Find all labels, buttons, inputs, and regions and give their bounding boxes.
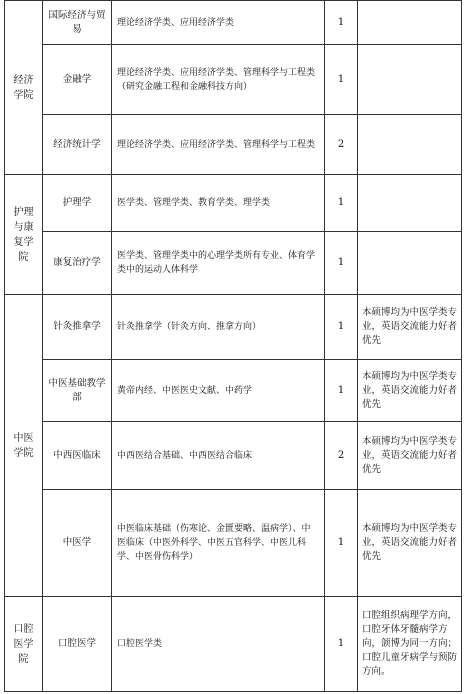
note-cell — [358, 45, 462, 115]
count-cell: 1 — [325, 490, 358, 597]
major-cell: 中医基础教学部 — [43, 360, 112, 422]
note-cell — [358, 1, 462, 45]
requirement-cell: 中医临床基础（伤寒论、金匮要略、温病学）、中医临床（中医外科学、中医五官科学、中医儿科学、中医骨伤科学） — [112, 490, 325, 597]
count-cell: 1 — [325, 360, 358, 422]
major-cell: 国际经济与贸易 — [43, 1, 112, 45]
major-cell: 经济统计学 — [43, 115, 112, 175]
major-cell: 中西医临床 — [43, 422, 112, 490]
count-cell: 2 — [325, 115, 358, 175]
college-cell: 护理与康复学院 — [5, 175, 43, 295]
table-row — [5, 115, 462, 175]
requirement-cell: 黄帝内经、中医医史文献、中药学 — [112, 360, 325, 422]
requirement-cell: 中西医结合基础、中西医结合临床 — [112, 422, 325, 490]
count-cell: 1 — [325, 175, 358, 232]
requirement-cell: 口腔医学类 — [112, 597, 325, 692]
table-body — [5, 1, 462, 692]
count-cell: 1 — [325, 295, 358, 360]
note-cell: 本硕博均为中医学类专业，英语交流能力好者优先 — [358, 360, 462, 422]
requirement-cell: 理论经济学类、应用经济学类、管理科学与工程类 — [112, 115, 325, 175]
requirement-cell: 针灸推拿学（针灸方向、推拿方向） — [112, 295, 325, 360]
note-cell — [358, 232, 462, 295]
table-row — [5, 175, 462, 232]
major-cell: 口腔医学 — [43, 597, 112, 692]
table-row — [5, 1, 462, 45]
note-cell: 本硕博均为中医学类专业，英语交流能力好者优先 — [358, 422, 462, 490]
major-cell: 中医学 — [43, 490, 112, 597]
count-cell: 1 — [325, 45, 358, 115]
requirement-cell: 医学类、管理学类中的心理学类所有专业、体育学类中的运动人体科学 — [112, 232, 325, 295]
recruitment-table — [4, 0, 462, 692]
count-cell: 1 — [325, 597, 358, 692]
table-row — [5, 295, 462, 360]
note-cell — [358, 115, 462, 175]
table-row — [5, 232, 462, 295]
requirement-cell: 理论经济学类、应用经济学类 — [112, 1, 325, 45]
major-cell: 康复治疗学 — [43, 232, 112, 295]
table-row — [5, 597, 462, 692]
major-cell: 金融学 — [43, 45, 112, 115]
table-row — [5, 45, 462, 115]
college-cell: 经济学院 — [5, 1, 43, 175]
table-row — [5, 422, 462, 490]
requirement-cell: 理论经济学类、应用经济学类、管理科学与工程类（研究金融工程和金融科技方向） — [112, 45, 325, 115]
college-cell: 中医学院 — [5, 295, 43, 597]
table-row — [5, 360, 462, 422]
note-cell: 本硕博均为中医学类专业，英语交流能力好者优先 — [358, 490, 462, 597]
table-row — [5, 490, 462, 597]
college-cell: 口腔医学院 — [5, 597, 43, 692]
count-cell: 1 — [325, 1, 358, 45]
requirement-cell: 医学类、管理学类、教育学类、理学类 — [112, 175, 325, 232]
count-cell: 1 — [325, 232, 358, 295]
note-cell: 口腔组织病理学方向，口腔牙体牙髓病学方向，颌博为同一方向；口腔儿童牙病学与预防方向。 — [358, 597, 462, 692]
major-cell: 护理学 — [43, 175, 112, 232]
note-cell — [358, 175, 462, 232]
count-cell: 2 — [325, 422, 358, 490]
major-cell: 针灸推拿学 — [43, 295, 112, 360]
note-cell: 本硕博均为中医学类专业，英语交流能力好者优先 — [358, 295, 462, 360]
